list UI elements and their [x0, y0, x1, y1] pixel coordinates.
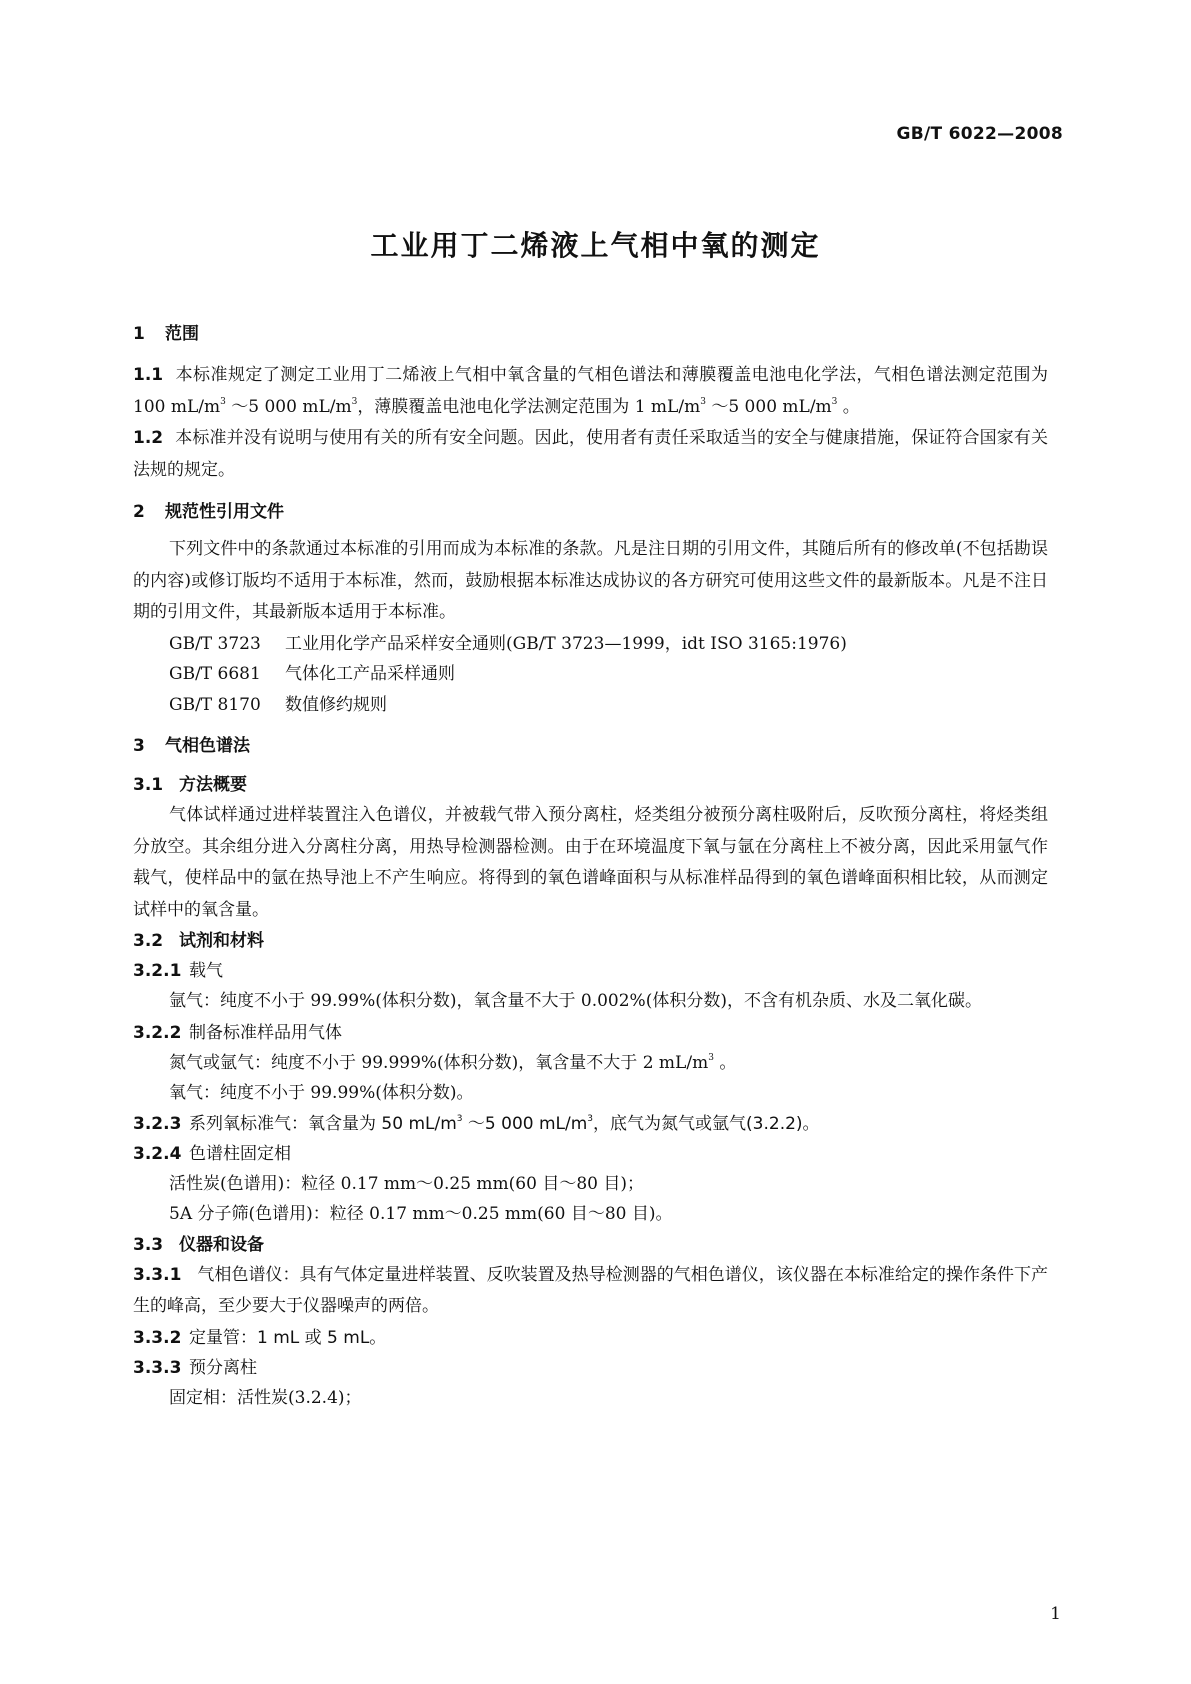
pre-column-line: 固定相：活性炭(3.2.4)； — [169, 1387, 362, 1408]
reference-item: GB/T 3723 工业用化学产品采样安全通则(GB/T 3723—1999，idt ISO 3165:1976) — [169, 633, 847, 654]
section-number: 1 — [133, 324, 145, 344]
reference-item: GB/T 6681 气体化工产品采样通则 — [169, 664, 455, 684]
clause-1-2: 1.2 本标准并没有说明与使用有关的所有安全问题。因此，使用者有责任采取适当的安全与健康措施，保证符合国家有关法规的规定。 — [133, 428, 1048, 480]
clause-heading: 3.2.4 色谱柱固定相 — [133, 1143, 291, 1164]
section-number: 3 — [133, 736, 145, 756]
clause-heading: 3.2.2 制备标准样品用气体 — [133, 1022, 342, 1043]
clause-number: 1.1 — [133, 365, 164, 385]
clause-1-1: 1.1 本标准规定了测定工业用丁二烯液上气相中氧含量的气相色谱法和薄膜覆盖电池电化学法，气相色谱法测定范围为 100 $mL/m^3$ ～5 000 $mL/m^3$，薄膜覆盖电池电化学法测定范围为 1 $mL/m^3$ ～5 000 $mL/m^3$ 。 — [133, 365, 1048, 417]
method-summary: 气体试样通过进样装置注入色谱仪，并被载气带入预分离柱，烃类组分被预分离柱吸附后，反吹预分离柱，将烃类组分放空。其余组分进入分离柱分离，用热导检测器检测。由于在环境温度下氧与氩在分离柱上不被分离，因此采用氩气作载气，使样品中的氩在热导池上不产生响应。将得到的氧色谱峰面积与从标准样品得到的氧色谱峰面积相比较，从而测定试样中的氧含量。 — [133, 805, 1048, 920]
standard-number: GB/T 6022—2008 — [896, 124, 1063, 144]
section-number: 2 — [133, 502, 145, 522]
section-heading — [133, 500, 1048, 524]
clause-heading: 3.2.1 载气 — [133, 961, 223, 981]
section-title: 范围 — [165, 324, 199, 344]
reference-item: GB/T 8170 数值修约规则 — [169, 694, 387, 715]
document-body — [133, 322, 1048, 1413]
subsection-heading: 3.3 仪器和设备 — [133, 1234, 264, 1255]
normative-references-intro: 下列文件中的条款通过本标准的引用而成为本标准的条款。凡是注日期的引用文件，其随后所有的修改单(不包括勘误的内容)或修订版均不适用于本标准，然而，鼓励根据本标准达成协议的各方研究可使用这些文件的最新版本。凡是不注日期的引用文件，其最新版本适用于本标准。 — [133, 539, 1048, 622]
clause-heading: 3.3.3 预分离柱 — [133, 1357, 257, 1378]
clause-3-3-1: 3.3.1 气相色谱仪：具有气体定量进样装置、反吹装置及热导检测器的气相色谱仪，该仪器在本标准给定的操作条件下产生的峰高，至少要大于仪器噪声的两倍。 — [133, 1264, 1048, 1316]
clause-3-3-2: 3.3.2 定量管：1 mL 或 5 mL。 — [133, 1327, 387, 1348]
subsection-heading: 3.2 试剂和材料 — [133, 931, 264, 951]
page-number: 1 — [1050, 1604, 1061, 1624]
clause-3-2-3: 3.2.3 系列氧标准气：氧含量为 50 $mL/m^3$ ～5 000 $mL/m^3$，底气为氮气或氩气(3.2.2)。 — [133, 1113, 820, 1134]
standard-gas-line: 氮气或氩气：纯度不小于 99.999%(体积分数)，氧含量不大于 2 $mL/m^3$ 。 — [169, 1052, 737, 1073]
standard-gas-line: 氧气：纯度不小于 99.99%(体积分数)。 — [169, 1083, 474, 1103]
carrier-gas-text: 氩气：纯度不小于 99.99%(体积分数)，氧含量不大于 0.002%(体积分数)，不含有机杂质、水及二氧化碳。 — [169, 991, 982, 1011]
subsection-heading: 3.1 方法概要 — [133, 775, 247, 795]
stationary-phase-line: 活性炭(色谱用)：粒径 0.17 mm～0.25 mm(60 目～80 目)； — [169, 1173, 644, 1194]
section-title: 气相色谱法 — [165, 736, 250, 756]
document-title: 工业用丁二烯液上气相中氧的测定 — [370, 229, 821, 262]
section-heading — [133, 322, 1048, 346]
stationary-phase-line: 5A 分子筛(色谱用)：粒径 0.17 mm～0.25 mm(60 目～80 目)。 — [169, 1204, 673, 1224]
section-title: 规范性引用文件 — [165, 502, 284, 522]
section-heading — [133, 734, 1048, 758]
clause-number: 1.2 — [133, 428, 164, 448]
